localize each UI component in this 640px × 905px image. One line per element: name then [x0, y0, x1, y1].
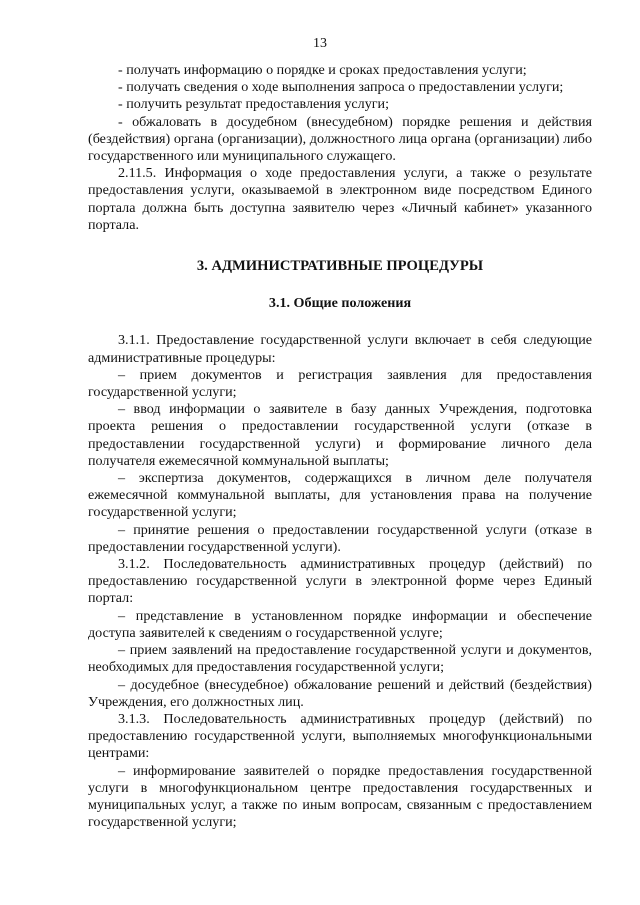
list-item: – представление в установленном порядке информации и обеспечение доступа заявителей к сведениям о государственной услуге; — [88, 607, 592, 641]
document-body — [88, 62, 592, 831]
list-item: – экспертиза документов, содержащихся в личном деле получателя ежемесячной коммунальной выплаты, для установления права на получение государственной услуги; — [88, 470, 592, 521]
paragraph: 3.1.2. Последовательность административных процедур (действий) по предоставлению государственной услуги в электронной форме через Единый портал: — [88, 556, 592, 607]
list-item: – прием документов и регистрация заявления для предоставления государственной услуги; — [88, 366, 592, 401]
list-item: – принятие решения о предоставлении государственной услуги (отказе в предоставлении государственной услуги). — [88, 521, 592, 555]
list-item: – информирование заявителей о порядке предоставления государственной услуги в многофункциональном центре предоставления государственных и муниципальных услуг, а также по иным вопросам, связанным с предоставлением государственной услуги; — [88, 762, 592, 831]
paragraph: - получать сведения о ходе выполнения запроса о предоставлении услуги; — [118, 79, 564, 96]
section-title: 3. АДМИНИСТРАТИВНЫЕ ПРОЦЕДУРЫ — [196, 258, 484, 275]
list-item: – досудебное (внесудебное) обжалование решений и действий (бездействия) Учреждения, его должностных лиц. — [88, 676, 592, 710]
paragraph: 2.11.5. Информация о ходе предоставления услуги, а также о результате предоставления услуги, оказываемой в электронном виде посредством Единого портала должна быть доступна заявителю через «Личный кабинет» указанного портала. — [88, 165, 592, 233]
subsection-title: 3.1. Общие положения — [268, 295, 412, 312]
list-item: – ввод информации о заявителе в базу данных Учреждения, подготовка проекта решения о предоставлении государственной услуги (отказе в предоставлении государственной услуги) и формирование личного дела получателя ежемесячной коммунальной выплаты; — [88, 401, 592, 469]
paragraph: - обжаловать в досудебном (внесудебном) порядке решения и действия (бездействия) органа (организации), должностного лица органа (организации) либо государственного или муниципального служащего. — [88, 113, 592, 165]
paragraph: - получить результат предоставления услуги; — [118, 96, 389, 113]
paragraph: - получать информацию о порядке и сроках предоставления услуги; — [118, 62, 527, 78]
paragraph: 3.1.1. Предоставление государственной услуги включает в себя следующие административные процедуры: — [88, 332, 592, 366]
list-item: – прием заявлений на предоставление государственной услуги и документов, необходимых для предоставления государственной услуги; — [88, 642, 592, 676]
page-number: 13 — [313, 36, 327, 51]
paragraph: 3.1.3. Последовательность административных процедур (действий) по предоставлению государственной услуги, выполняемых многофункциональными центрами: — [88, 710, 592, 762]
